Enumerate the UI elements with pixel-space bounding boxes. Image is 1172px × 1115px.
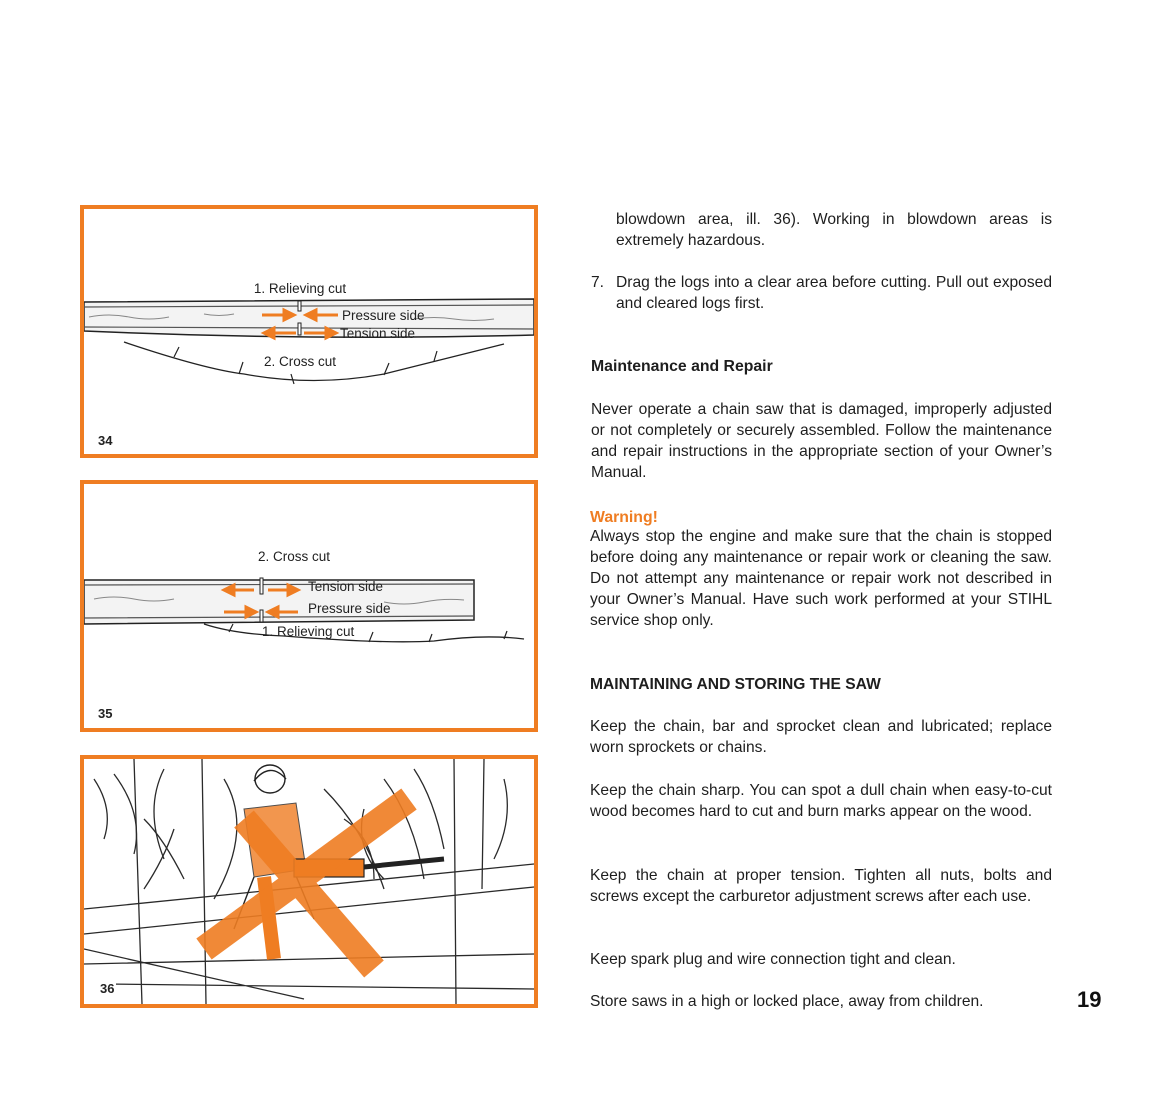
paragraph-never-operate: Never operate a chain saw that is damaged, improperly adjusted or not completely or securely assembled. Follow the maintenance and repair instructions in the appropriate section of your Owner’s Manual. bbox=[591, 401, 1052, 481]
page-number: 19 bbox=[1077, 987, 1102, 1012]
label-cross-cut: 2. Cross cut bbox=[263, 354, 337, 369]
label-tension-side: Tension side bbox=[308, 579, 384, 594]
figure-number: 35 bbox=[98, 706, 113, 721]
paragraph-store-saws: Store saws in a high or locked place, away from children. bbox=[590, 993, 984, 1010]
label-pressure-side: Pressure side bbox=[308, 601, 391, 616]
label-tension-side: Tension side bbox=[340, 326, 416, 341]
prohibited-x-icon bbox=[204, 799, 409, 969]
figure-36-illustration bbox=[84, 759, 534, 1004]
warning-text: Always stop the engine and make sure that the chain is stopped before doing any maintenance or repair work or cleaning the saw. Do not attempt any maintenance or repair work not described in your Owner’s Manual. Have such work performed at your STIHL service shop only. bbox=[590, 528, 1052, 629]
figure-34 bbox=[80, 205, 538, 458]
list-item-number: 7. bbox=[591, 274, 605, 291]
paragraph-keep-tension: Keep the chain at proper tension. Tighten all nuts, bolts and screws except the carburetor adjustment screws after each use. bbox=[590, 867, 1052, 905]
list-item-7 bbox=[591, 272, 1052, 314]
label-cross-cut: 2. Cross cut bbox=[257, 549, 331, 564]
figure-number: 36 bbox=[100, 981, 115, 996]
list-item-text: Drag the logs into a clear area before cutting. Pull out exposed and cleared logs first. bbox=[616, 274, 1052, 312]
heading-maintenance-and-repair: Maintenance and Repair bbox=[591, 358, 773, 375]
label-relieving-cut: 1. Relieving cut bbox=[262, 624, 355, 639]
heading-maintaining-and-storing: MAINTAINING AND STORING THE SAW bbox=[590, 676, 881, 693]
figure-34-illustration bbox=[84, 209, 534, 454]
paragraph-spark-plug: Keep spark plug and wire connection tight and clean. bbox=[590, 951, 956, 968]
paragraph-blowdown-continuation: blowdown area, ill. 36). Working in blowdown areas is extremely hazardous. bbox=[616, 211, 1052, 249]
figure-35 bbox=[80, 480, 538, 732]
paragraph-keep-clean: Keep the chain, bar and sprocket clean and lubricated; replace worn sprockets or chains. bbox=[590, 718, 1052, 756]
figure-36 bbox=[80, 755, 538, 1008]
warning-title: Warning! bbox=[590, 509, 658, 526]
label-pressure-side: Pressure side bbox=[342, 308, 425, 323]
paragraph-keep-sharp: Keep the chain sharp. You can spot a dull chain when easy-to-cut wood becomes hard to cut and burn marks appear on the wood. bbox=[590, 782, 1052, 820]
label-relieving-cut: 1. Relieving cut bbox=[253, 281, 347, 296]
figure-35-illustration bbox=[84, 484, 534, 728]
figure-number: 34 bbox=[98, 433, 113, 448]
